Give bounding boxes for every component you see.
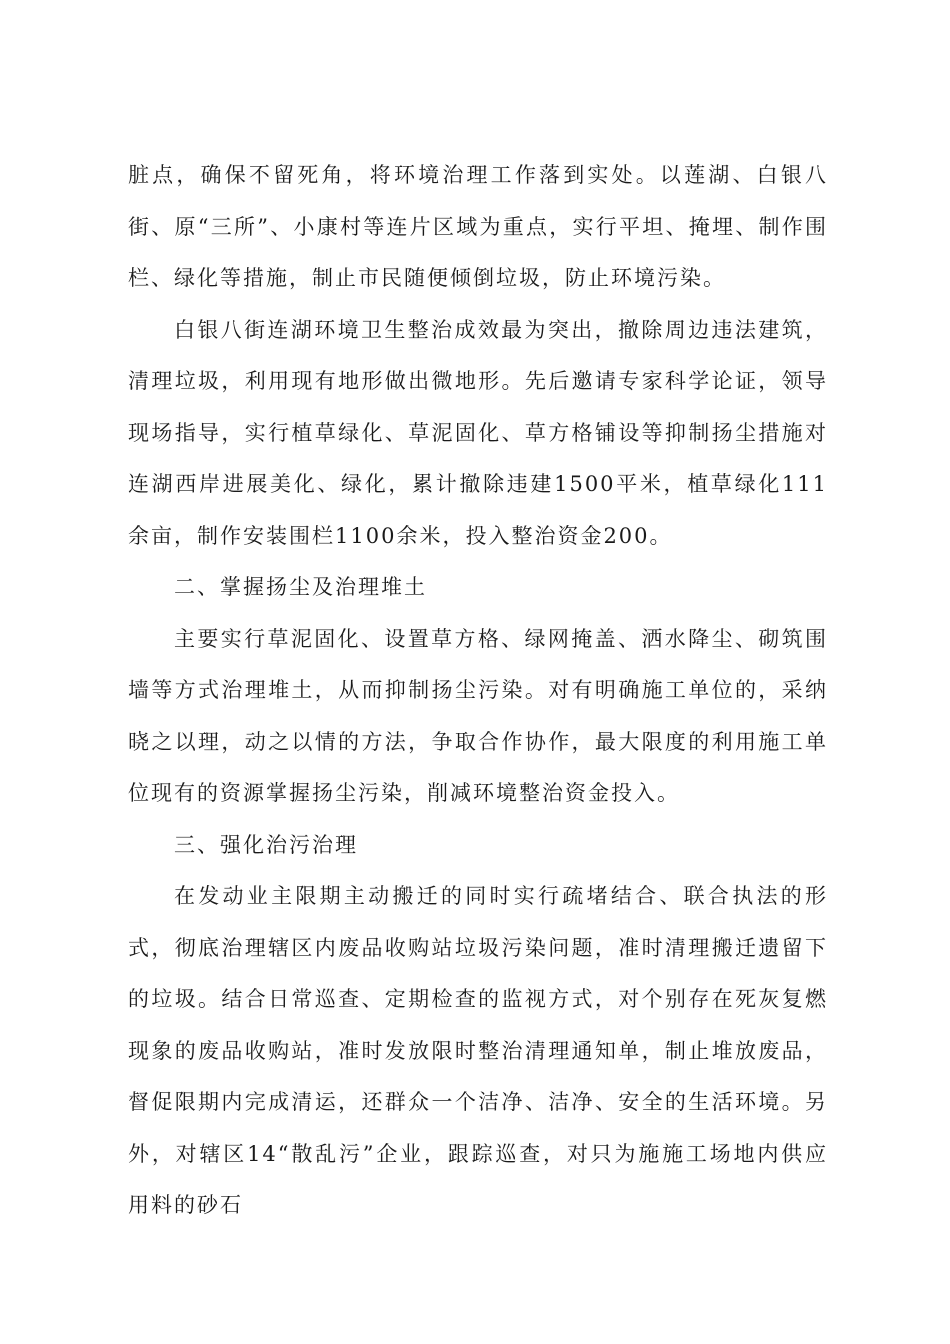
document-body — [128, 150, 828, 1232]
section-heading-3: 三、强化治污治理 — [174, 832, 358, 857]
paragraph-3: 主要实行草泥固化、设置草方格、绿网掩盖、洒水降尘、砌筑围墙等方式治理堆土，从而抑制扬尘污染。对有明确施工单位的，采纳晓之以理，动之以情的方法，争取合作协作，最大限度的利用施工单位现有的资源掌握扬尘污染，削减环境整治资金投入。 — [128, 626, 828, 805]
paragraph-4: 在发动业主限期主动搬迁的同时实行疏堵结合、联合执法的形式，彻底治理辖区内废品收购站垃圾污染问题，准时清理搬迁遗留下的垃圾。结合日常巡查、定期检查的监视方式，对个别存在死灰复燃现象的废品收购站，准时发放限时整治清理通知单，制止堆放废品，督促限期内完成清运，还群众一个洁净、洁净、安全的生活环境。另外，对辖区14“散乱污”企业，跟踪巡查，对只为施施工场地内供应用料的砂石 — [128, 884, 828, 1217]
paragraph-2: 白银八街连湖环境卫生整治成效最为突出，撤除周边违法建筑，清理垃圾，利用现有地形做出微地形。先后邀请专家科学论证，领导现场指导，实行植草绿化、草泥固化、草方格铺设等抑制扬尘措施对连湖西岸进展美化、绿化，累计撤除违建1500平米，植草绿化111余亩，制作安装围栏1100余米，投入整治资金200。 — [128, 317, 828, 548]
section-heading-2: 二、掌握扬尘及治理堆土 — [174, 575, 427, 599]
paragraph-1: 脏点，确保不留死角，将环境治理工作落到实处。以莲湖、白银八街、原“三所”、小康村等连片区域为重点，实行平坦、掩埋、制作围栏、绿化等措施，制止市民随便倾倒垃圾，防止环境污染。 — [128, 163, 828, 290]
